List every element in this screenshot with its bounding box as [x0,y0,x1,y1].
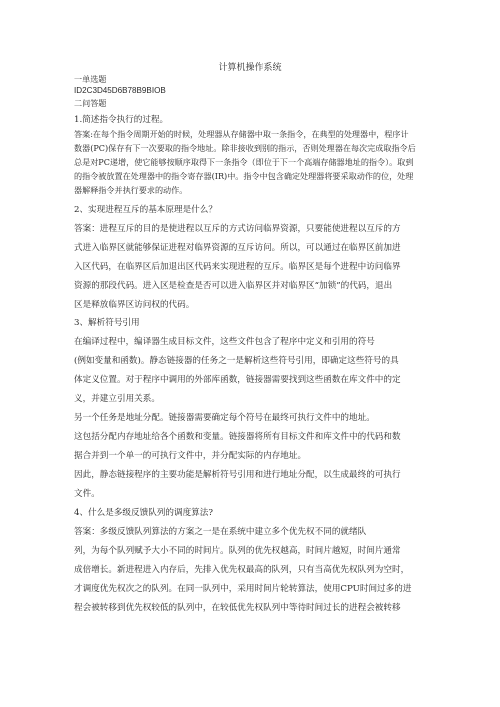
answer-3-line: 体定义位置。对于程序中调用的外部库函数，链接器需要找到这些函数在库文件中的定 [74,375,401,385]
answer-2-line: 区是释放临界区访问权的代码。 [74,300,195,310]
answer-4-line: 才调度优先权次之的队列。在同一队列中，采用时间片轮转算法，使用CPU时间过多的进 [74,584,412,594]
answer-3-line: 文件。 [74,489,100,499]
answer-2-line: 资源的那段代码。进入区是检查是否可以进入临界区并对临界区“加锁”的代码，退出 [74,281,393,291]
question-3: 3、解析符号引用 [74,318,140,328]
answer-1-line: 总是对PC递增，使它能够按顺序取得下一条指令（即位于下一个高端存储器地址的指令）。取到 [74,157,414,167]
answer-4-line: 成倍增长。新进程进入内存后，先排入优先权最高的队列，只有当高优先权队列为空时， [74,565,410,575]
answer-1-line: 数器(PC)保存有下一次要取的指令地址。除非接收到别的指示，否则处理器在每次完成取指令后 [74,143,416,153]
question-2: 2、实现进程互斥的基本原理是什么？ [74,205,217,215]
id-code: ID2C3D45D6B78B9BIOB [74,86,166,95]
answer-3-line: 据合并到一个单一的可执行文件中，并分配实际的内存地址。 [74,451,307,461]
answer-3-line: (例如变量和函数)。静态链接器的任务之一是解析这些符号引用，即确定这些符号的具 [74,356,399,366]
answer-2-line: 答案：进程互斥的目的是使进程以互斥的方式访问临界资源，只要能使进程以互斥的方 [74,224,401,234]
answer-1-line: 的指令被放置在处理器中的指令寄存器(IR)中。指令中包含确定处理器将要采取动作的位，处理 [74,171,414,181]
answer-3-line: 这包括分配内存地址给各个函数和变量。链接器将所有目标文件和库文件中的代码和数 [74,432,401,442]
answer-3-line: 义，并建立引用关系。 [74,394,160,404]
section-heading-qa: 二问答题 [74,98,107,108]
answer-4-line: 程会被转移到优先权较低的队列中，在较低优先权队列中等待时间过长的进程会被转移 [74,603,401,613]
question-4: 4、什么是多级反馈队列的调度算法? [74,508,213,518]
question-1: 1.简述指令执行的过程。 [74,115,169,125]
section-heading-single-choice: 一单选题 [74,74,107,84]
answer-1-line: 器解释指令并执行要求的动作。 [74,185,188,195]
answer-2-line: 入区代码，在临界区后加退出区代码来实现进程的互斥。临界区是每个进程中访问临界 [74,262,401,272]
answer-1-line: 答案:在每个指令周期开始的时候，处理器从存储器中取一条指令，在典型的处理器中，程序计 [74,129,409,139]
document-title: 计算机操作系统 [218,63,282,73]
answer-3-line: 另一个任务是地址分配。链接器需要确定每个符号在最终可执行文件中的地址。 [74,413,375,423]
answer-4-line: 答案：多级反馈队列算法的方案之一是在系统中建立多个优先权不同的就绪队 [74,527,367,537]
answer-2-line: 式进入临界区就能够保证进程对临界资源的互斥访问。所以，可以通过在临界区前加进 [74,243,401,253]
answer-3-line: 因此，静态链接程序的主要功能是解析符号引用和进行地址分配，以生成最终的可执行 [74,470,401,480]
answer-3-line: 在编译过程中，编译器生成目标文件，这些文件包含了程序中定义和引用的符号 [74,337,375,347]
answer-4-line: 列，为每个队列赋予大小不同的时间片。队列的优先权越高，时间片越短，时间片通常 [74,546,401,556]
